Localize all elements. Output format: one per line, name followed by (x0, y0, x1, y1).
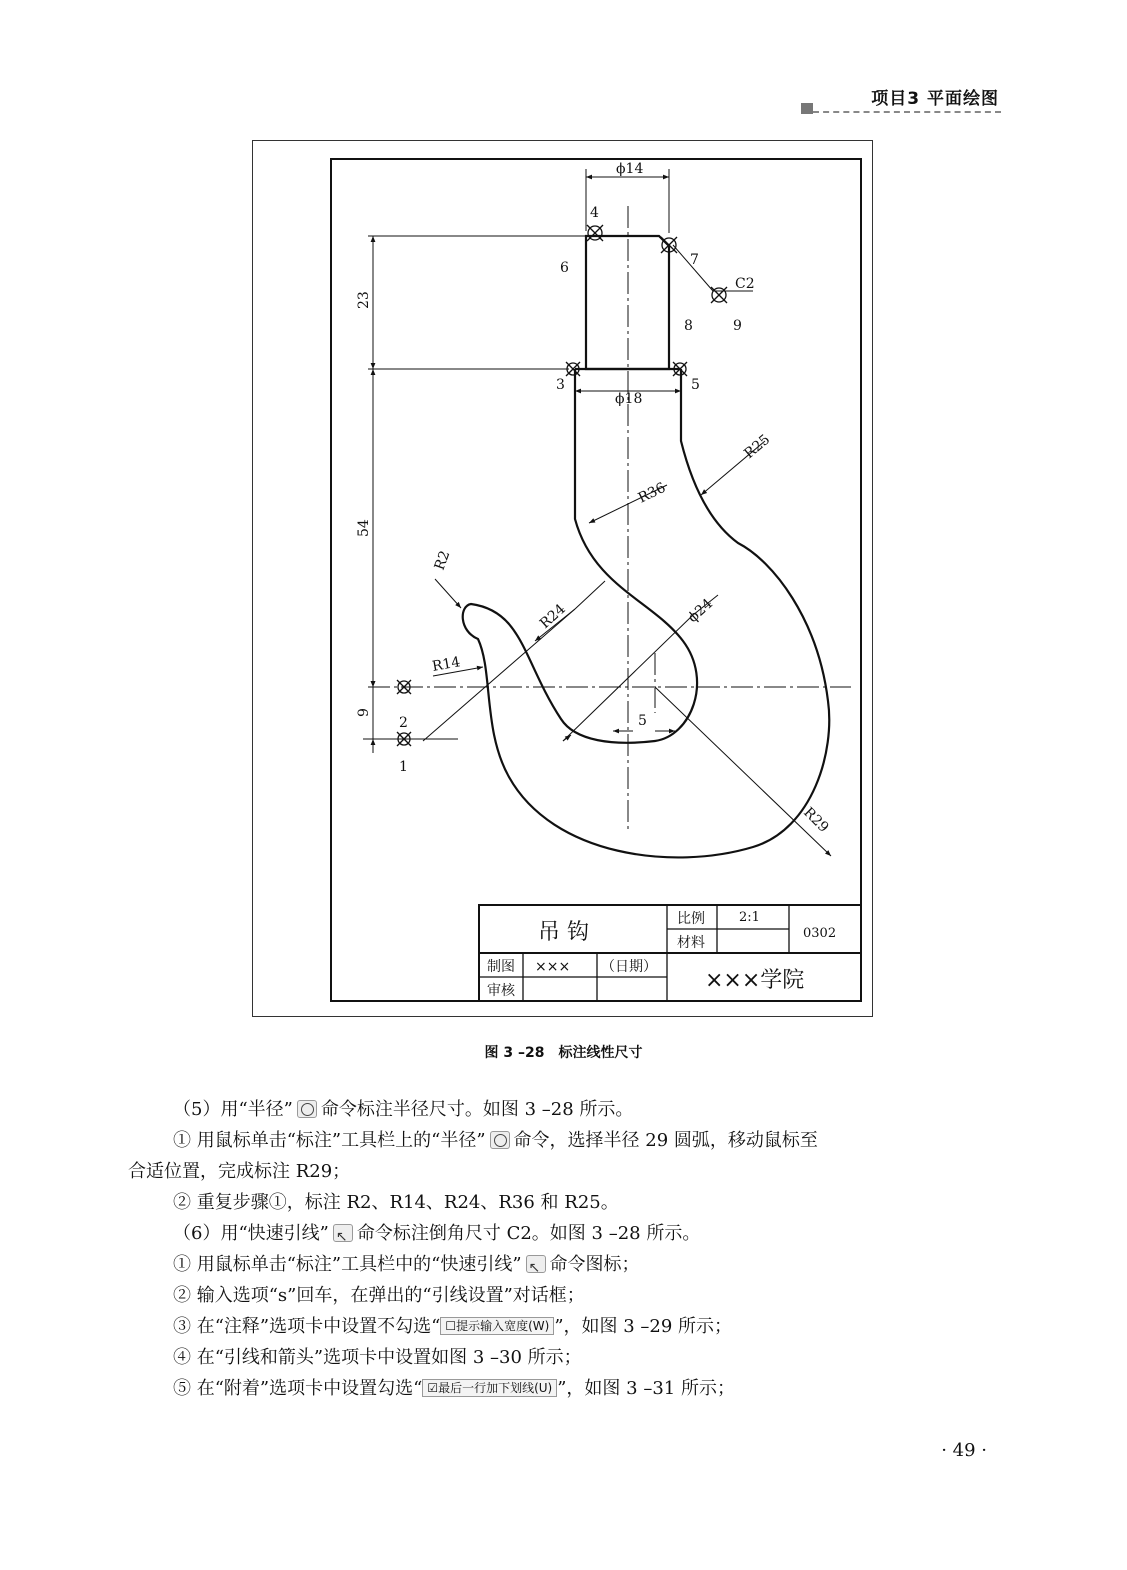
hook-outline (463, 236, 830, 857)
point-3: 3 (556, 377, 565, 393)
dim-r14: R14 (430, 654, 462, 675)
step-6-5 (128, 1373, 1008, 1404)
step-6-1-text-b: 命令图标； (549, 1254, 640, 1275)
step-5-1-cont: 合适位置，完成标注 R29； (128, 1161, 351, 1182)
material-label: 材料 (677, 935, 705, 951)
checked-label: 审核 (487, 983, 515, 999)
point-7: 7 (690, 252, 699, 268)
drawing-border (331, 159, 861, 1001)
point-8: 8 (684, 318, 693, 334)
dim-r29: R29 (800, 804, 832, 836)
drawn-date: （日期） (601, 959, 657, 975)
step-6-1-text-a: ① 用鼠标单击“标注”工具栏中的“快速引线” (173, 1254, 522, 1275)
step-6-3 (128, 1311, 1008, 1342)
step-5-2: ② 重复步骤①，标注 R2、R14、R24、R36 和 R25。 (173, 1192, 619, 1213)
header-marker (801, 103, 813, 114)
point-2: 2 (399, 715, 408, 731)
part-name: 吊 钩 (538, 920, 589, 945)
step-6-4: ④ 在“引线和箭头”选项卡中设置如图 3 –30 所示； (173, 1347, 582, 1368)
step-5-text-b: 命令标注半径尺寸。如图 3 –28 所示。 (320, 1099, 634, 1120)
header-title: 项目3 平面绘图 (871, 89, 999, 109)
step-5-1-text-b: 命令，选择半径 29 圆弧，移动鼠标至 (513, 1130, 818, 1151)
page-number: · 49 · (941, 1440, 987, 1461)
drawn-label: 制图 (487, 959, 515, 975)
step-6 (128, 1218, 1008, 1249)
dim-phi14: ϕ14 (616, 161, 644, 177)
dim-54: 54 (356, 519, 372, 537)
scale-label: 比例 (677, 911, 705, 927)
step-6-text-a: （6）用“快速引线” (173, 1223, 329, 1244)
step-5-text-a: （5）用“半径” (173, 1099, 293, 1120)
prompt-width-checkbox-image: ☐提示输入宽度(W) (440, 1317, 554, 1335)
point-labels (399, 205, 742, 775)
school-name: ×××学院 (705, 968, 805, 993)
dim-r25: R25 (741, 431, 774, 463)
figure-caption: 图 3 –28 标注线性尺寸 (484, 1045, 643, 1061)
step-6-5-text-a: ⑤ 在“附着”选项卡中设置勾选“ (173, 1378, 423, 1399)
dim-phi24: ϕ24 (684, 595, 717, 626)
step-6-3-text-b: ”，如图 3 –29 所示； (554, 1316, 733, 1337)
dim-9: 9 (356, 708, 372, 717)
step-6-3-text-a: ③ 在“注释”选项卡中设置不勾选“ (173, 1316, 441, 1337)
hook-drawing (253, 141, 874, 1018)
dim-r24: R24 (536, 601, 569, 632)
point-9: 9 (733, 318, 742, 334)
figure-frame (252, 140, 873, 1017)
drawn-by: ××× (535, 959, 571, 975)
drawing-number: 0302 (803, 926, 837, 941)
step-5-1 (128, 1125, 1008, 1156)
dim-phi18: ϕ18 (615, 391, 643, 407)
quick-leader-icon (526, 1255, 546, 1273)
step-6-1 (128, 1249, 1008, 1280)
dim-5: 5 (638, 713, 647, 729)
underline-checkbox-image: ☑最后一行加下划线(U) (422, 1379, 557, 1397)
body-text (128, 1094, 1008, 1404)
header-rule (813, 111, 1001, 113)
dimension-texts (356, 161, 832, 836)
step-5 (128, 1094, 1008, 1125)
point-1: 1 (399, 759, 408, 775)
dim-c2: C2 (735, 276, 755, 292)
dim-r36: R36 (635, 479, 669, 507)
radius-icon (490, 1131, 510, 1149)
radius-icon (297, 1100, 317, 1118)
point-6: 6 (560, 260, 569, 276)
point-5: 5 (691, 377, 700, 393)
step-6-5-text-b: ”，如图 3 –31 所示； (557, 1378, 735, 1399)
dim-r2: R2 (431, 548, 454, 573)
step-6-text-b: 命令标注倒角尺寸 C2。如图 3 –28 所示。 (356, 1223, 701, 1244)
scale-value: 2:1 (739, 910, 760, 925)
quick-leader-icon (333, 1224, 353, 1242)
dim-23: 23 (356, 291, 372, 309)
point-4: 4 (590, 205, 599, 221)
step-5-1-text-a: ① 用鼠标单击“标注”工具栏上的“半径” (173, 1130, 486, 1151)
center-lines (368, 206, 851, 831)
step-6-2: ② 输入选项“s”回车，在弹出的“引线设置”对话框； (173, 1285, 585, 1306)
dimension-lines (363, 169, 831, 856)
